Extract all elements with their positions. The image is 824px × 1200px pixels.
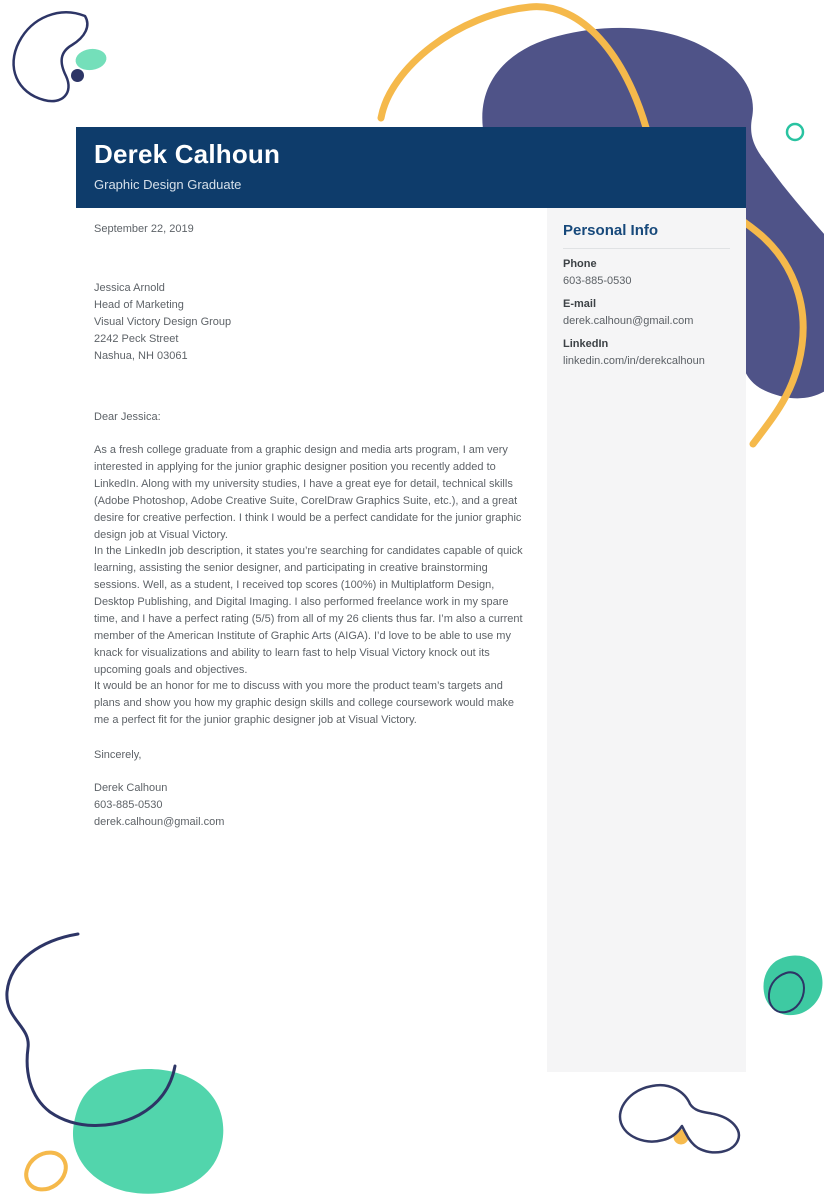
body-paragraph: As a fresh college graduate from a graphic design and media arts program, I am very interested in applying for the junior graphic designer position you recently added to LinkedIn. Along with my university studies, I have a great eye for detail, technical skills (Adobe Photoshop, Adobe Creative Suite, CorelDraw Graphics Suite, etc.), and a great desire for creative perfection. I think I would be a perfect candidate for the junior graphic design job at Visual Victory. — [94, 444, 522, 541]
signature-line: 603-885-0530 — [94, 799, 163, 811]
closing: Sincerely, — [94, 749, 142, 761]
signature-block — [94, 780, 530, 831]
sidebar — [547, 208, 746, 1072]
body-paragraph: It would be an honor for me to discuss with you more the product team’s targets and plans and show you how my graphic design skills and college coursework would make me a perfect fit for the junior graphic designer job at Visual Victory. — [94, 680, 515, 726]
letter-date: September 22, 2019 — [94, 223, 194, 235]
contact-value: linkedin.com/in/derekcalhoun — [563, 355, 705, 367]
recipient-line: Head of Marketing — [94, 299, 184, 311]
signature-line: Derek Calhoun — [94, 782, 168, 794]
contact-label: LinkedIn — [563, 338, 609, 350]
recipient-line: 2242 Peck Street — [94, 333, 179, 345]
contact-value: derek.calhoun@gmail.com — [563, 315, 694, 327]
navy-dot — [71, 69, 84, 82]
recipient-line: Nashua, NH 03061 — [94, 350, 188, 362]
body-paragraph: In the LinkedIn job description, it states you’re searching for candidates capable of quick learning, assisting the senior designer, and participating in creative brainstorming sessions. Well, as a student, I received top scores (100%) in Multiplatform Design, Desktop Publishing, and Digital Imaging. I also performed freelance work in my spare time, and I have a perfect rating (5/5) from all of my 26 clients thus far. I’m also a current member of the American Institute of Graphic Arts (AIGA). I’d love to be able to use my knack for visualizations and ability to learn fast to help Visual Victory knock out its upcoming goals and objectives. — [94, 545, 523, 676]
contact-item-linkedin — [563, 336, 730, 369]
contact-item-email — [563, 296, 730, 329]
sidebar-heading: Personal Info — [563, 222, 659, 239]
signature-line: derek.calhoun@gmail.com — [94, 816, 225, 828]
recipient-line: Jessica Arnold — [94, 282, 165, 294]
teal-blob-shape — [73, 1069, 223, 1194]
candidate-title: Graphic Design Graduate — [94, 177, 242, 192]
teal-ring-icon — [787, 124, 803, 140]
kidney-outline-shape — [14, 12, 88, 101]
salutation: Dear Jessica: — [94, 411, 161, 423]
recipient-line: Visual Victory Design Group — [94, 316, 232, 328]
header-banner — [76, 127, 746, 208]
teal-mini-blob — [74, 47, 108, 72]
contact-label: E-mail — [563, 298, 597, 310]
recipient-block — [94, 280, 530, 365]
contact-label: Phone — [563, 258, 597, 270]
yellow-oval-stroke — [19, 1145, 73, 1197]
contact-item-phone — [563, 256, 730, 289]
candidate-name: Derek Calhoun — [94, 139, 281, 169]
contact-value: 603-885-0530 — [563, 275, 632, 287]
sidebar-divider — [563, 248, 730, 249]
